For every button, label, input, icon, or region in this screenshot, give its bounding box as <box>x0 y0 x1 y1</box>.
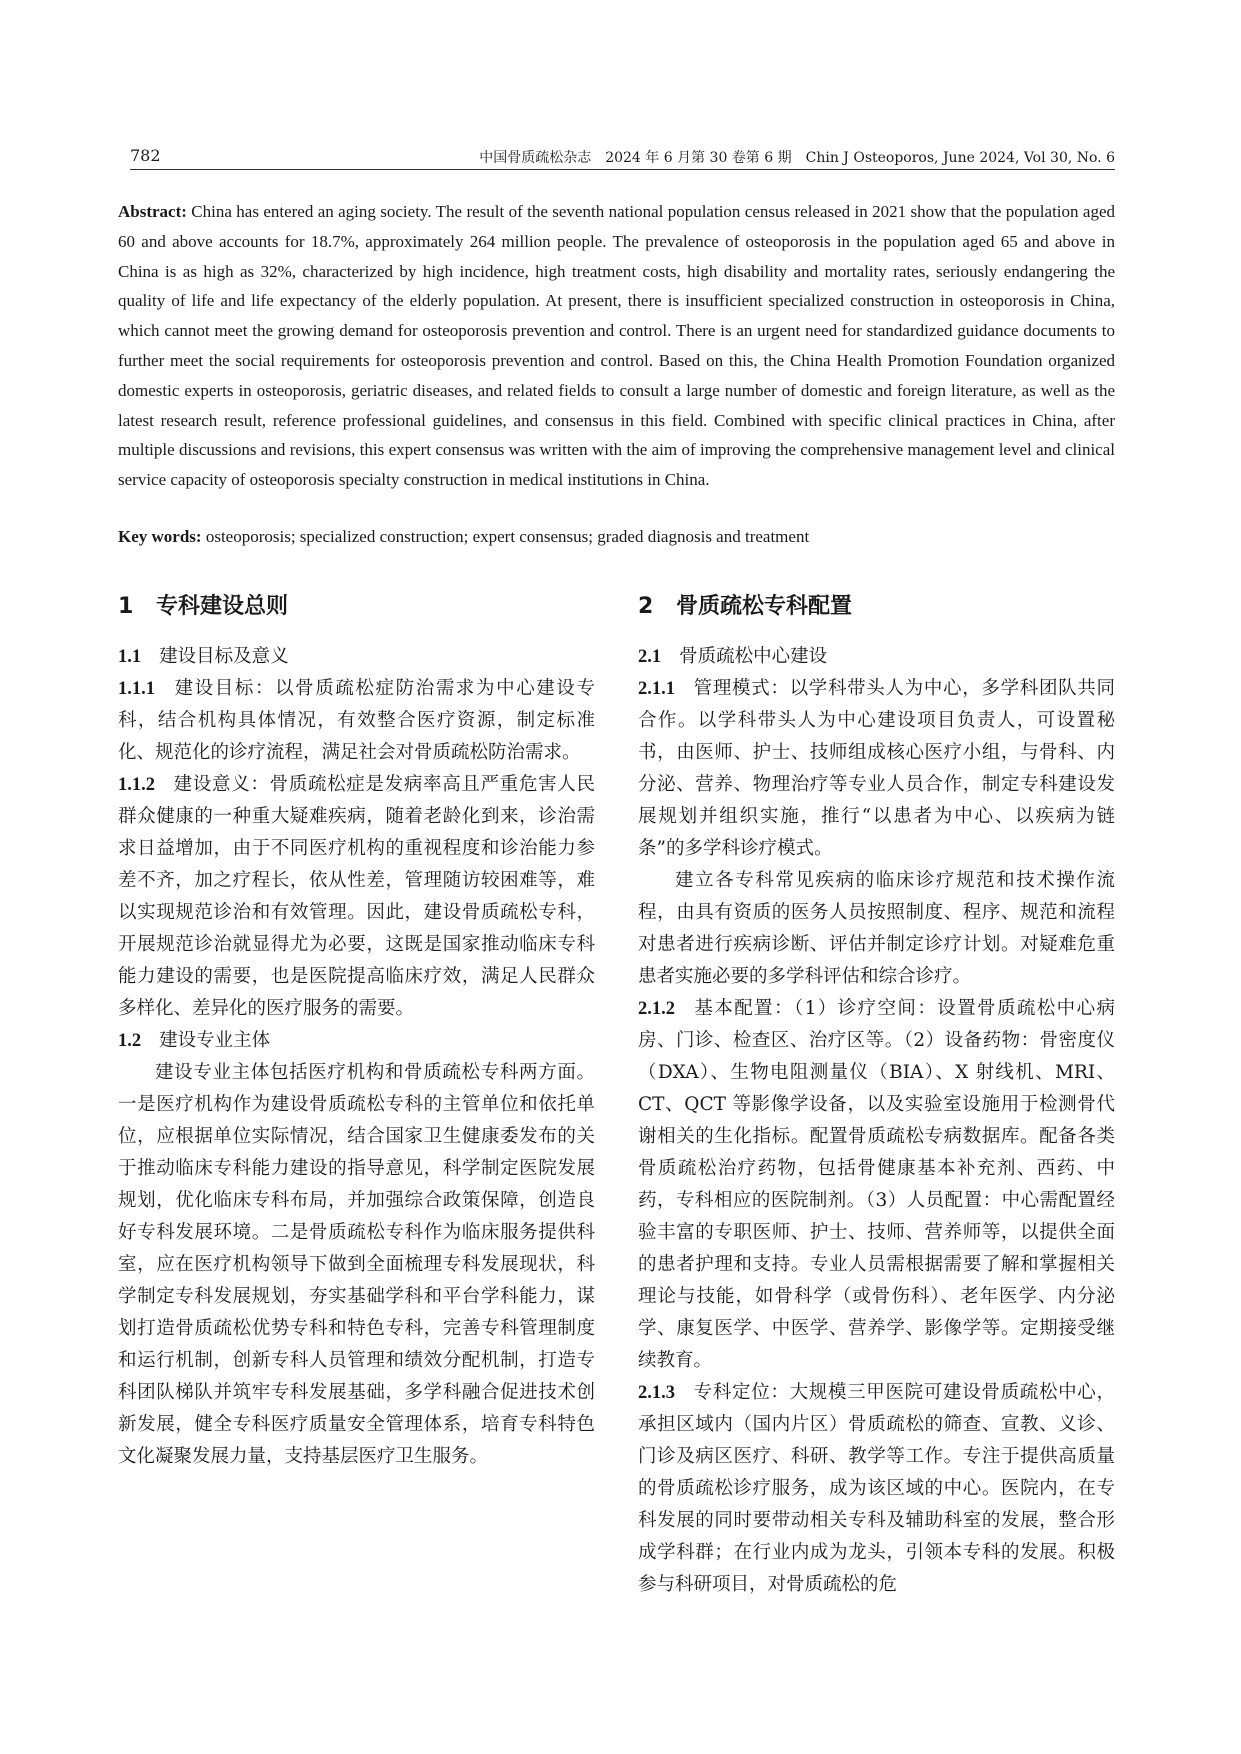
section-1-1-1-paragraph: 1.1.1 建设目标：以骨质疏松症防治需求为中心建设专科，结合机构具体情况，有效整合医疗资源，制定标准化、规范化的诊疗流程，满足社会对骨质疏松防治需求。 <box>118 678 595 763</box>
section-2-1-2-paragraph: 2.1.2 基本配置：（1）诊疗空间：设置骨质疏松中心病房、门诊、检查区、治疗区等。（2）设备药物：骨密度仪（DXA）、生物电阻测量仪（BIA）、X 射线机、MRI、CT、QCT 等影像学设备，以及实验室设施用于检测骨代谢相关的生化指标。配置骨质疏松专病数据库。配备各类骨质疏松治疗药物，包括骨健康基本补充剂、西药、中药，专科相应的医院制剂。（3）人员配置：中心需配置经验丰富的专职医师、护士、技师、营养师等，以提供全面的患者护理和支持。专业人员需根据需要了解和掌握相关理论与技能，如骨科学（或骨伤科）、老年医学、内分泌学、康复医学、中医学、营养学、影像学等。定期接受继续教育。 <box>638 998 1115 1371</box>
abstract <box>118 197 1115 495</box>
keywords-text: osteoporosis; specialized construction; expert consensus; graded diagnosis and treatment <box>201 527 810 546</box>
running-header <box>130 145 1115 170</box>
section-2-heading: 2 骨质疏松专科配置 <box>638 594 853 619</box>
section-1-1-heading: 1.1 建设目标及意义 <box>118 646 289 667</box>
section-1-2-paragraph: 建设专业主体包括医疗机构和骨质疏松专科两方面。一是医疗机构作为建设骨质疏松专科的主管单位和依托单位，应根据单位实际情况，结合国家卫生健康委发布的关于推动临床专科能力建设的指导意见，科学制定医院发展规划，优化临床专科布局，并加强综合政策保障，创造良好专科发展环境。二是骨质疏松专科作为临床服务提供科室，应在医疗机构领导下做到全面梳理专科发展现状，科学制定专科发展规划，夯实基础学科和平台学科能力，谋划打造骨质疏松优势专科和特色专科，完善专科管理制度和运行机制，创新专科人员管理和绩效分配机制，打造专科团队梯队并筑牢专科发展基础，多学科融合促进技术创新发展，健全专科医疗质量安全管理体系，培育专科特色文化凝聚发展力量，支持基层医疗卫生服务。 <box>118 1062 595 1467</box>
section-2-1-3-paragraph: 2.1.3 专科定位：大规模三甲医院可建设骨质疏松中心，承担区域内（国内片区）骨质疏松的筛查、宣教、义诊、门诊及病区医疗、科研、教学等工作。专注于提供高质量的骨质疏松诊疗服务，成为该区域的中心。医院内，在专科发展的同时要带动相关专科及辅助科室的发展，整合形成学科群；在行业内成为龙头，引领本专科的发展。积极参与科研项目，对骨质疏松的危 <box>638 1382 1115 1595</box>
section-1-1-2-paragraph: 1.1.2 建设意义：骨质疏松症是发病率高且严重危害人民群众健康的一种重大疑难疾病，随着老龄化到来，诊治需求日益增加，由于不同医疗机构的重视程度和诊治能力参差不齐，加之疗程长，依从性差，管理随访较困难等，难以实现规范诊治和有效管理。因此，建设骨质疏松专科，开展规范诊治就显得尤为必要，这既是国家推动临床专科能力建设的需要，也是医院提高临床疗效，满足人民群众多样化、差异化的医疗服务的需要。 <box>118 774 595 1019</box>
left-column <box>118 593 595 1473</box>
section-2-1-1-paragraph: 2.1.1 管理模式：以学科带头人为中心，多学科团队共同合作。以学科带头人为中心建设项目负责人，可设置秘书，由医师、护士、技师组成核心医疗小组，与骨科、内分泌、营养、物理治疗等专业人员合作，制定专科建设发展规划并组织实施，推行“以患者为中心、以疾病为链条”的多学科诊疗模式。 <box>638 678 1115 859</box>
section-2-1-1-paragraph-2: 建立各专科常见疾病的临床诊疗规范和技术操作流程，由具有资质的医务人员按照制度、程序、规范和流程对患者进行疾病诊断、评估并制定诊疗计划。对疑难危重患者实施必要的多学科评估和综合诊疗。 <box>638 870 1115 987</box>
keywords <box>118 522 1115 552</box>
journal-citation: 中国骨质疏松杂志 2024 年 6 月第 30 卷第 6 期 Chin J Osteoporos, June 2024, Vol 30, No. 6 <box>479 150 1115 166</box>
section-1-heading: 1 专科建设总则 <box>118 594 289 619</box>
abstract-text: China has entered an aging society. The result of the seventh national population census released in 2021 show that the population aged 60 and above accounts for 18.7%, approximately 264 million people. The prevalence of osteoporosis in the population aged 65 and above in China is as high as 32%, characterized by high incidence, high treatment costs, high disability and mortality rates, seriously endangering the quality of life and life expectancy of the elderly population. At present, there is insufficient specialized construction in osteoporosis in China, which cannot meet the growing demand for osteoporosis prevention and control. There is an urgent need for standardized guidance documents to further meet the social requirements for osteoporosis prevention and control. Based on this, the China Health Promotion Foundation organized domestic experts in osteoporosis, geriatric diseases, and related fields to consult a large number of domestic and foreign literature, as well as the latest research result, reference professional guidelines, and consensus in this field. Combined with specific clinical practices in China, after multiple discussions and revisions, this expert consensus was written with the aim of improving the comprehensive management level and clinical service capacity of osteoporosis specialty construction in medical institutions in China. <box>118 202 1115 490</box>
keywords-label: Key words: <box>118 527 202 546</box>
right-column <box>638 593 1115 1601</box>
page-number: 782 <box>130 146 161 165</box>
section-2-1-heading: 2.1 骨质疏松中心建设 <box>638 646 828 667</box>
abstract-label: Abstract: <box>118 202 187 221</box>
section-1-2-heading: 1.2 建设专业主体 <box>118 1030 271 1051</box>
